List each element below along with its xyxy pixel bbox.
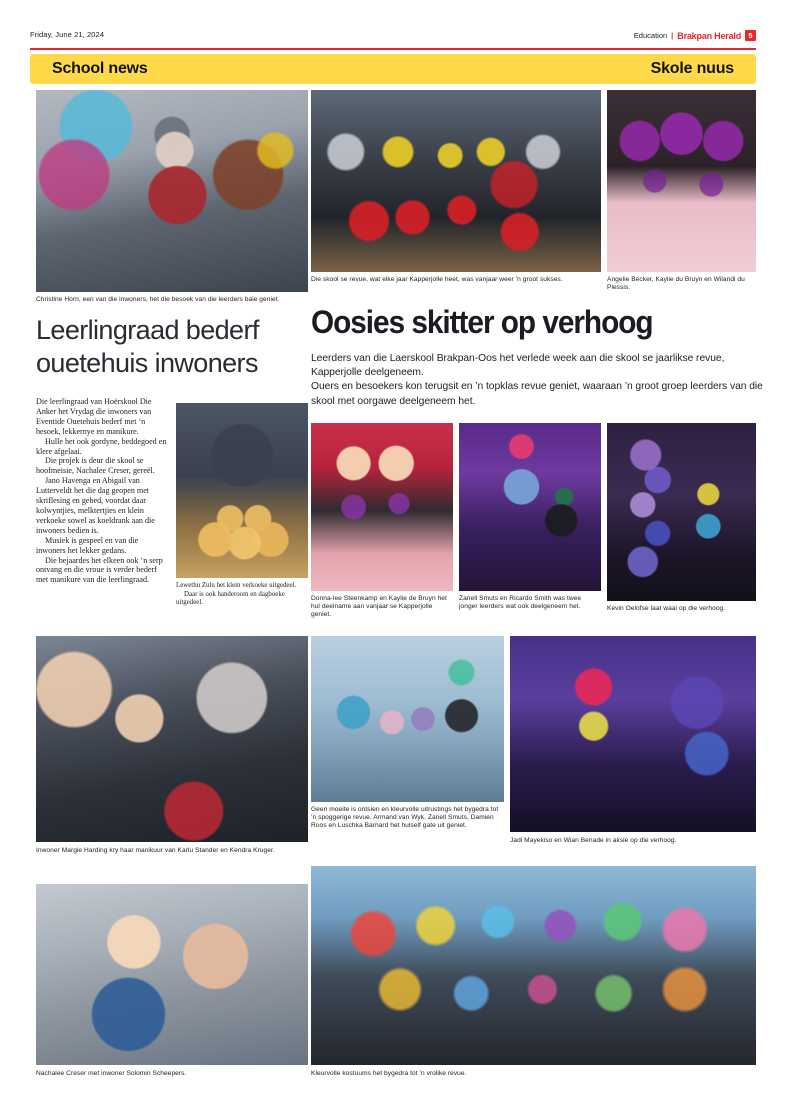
masthead-date: Friday, June 21, 2024 — [30, 30, 105, 39]
photo-image — [607, 90, 756, 272]
photo-kevin-oelofse — [607, 423, 756, 601]
photo-image — [607, 423, 756, 601]
banner-title-afrikaans: Skole nuus — [650, 60, 734, 77]
caption-kevin-oelofse: Kevin Oelofse laat waai op die verhoog. — [607, 605, 726, 612]
section-banner — [30, 54, 756, 84]
photo-image — [311, 636, 504, 802]
photo-image — [36, 90, 308, 292]
masthead-brand-title: Brakpan Herald — [677, 30, 741, 41]
masthead-divider: | — [671, 30, 674, 40]
caption-line: Daar is ook handeroom en dagboeke uitgedeel. — [176, 590, 285, 607]
photo-donna-lee-kaylie — [311, 423, 453, 591]
right-story-headline: Oosies skitter op verhoog — [311, 304, 653, 340]
body-paragraph: Die projek is deur die skool se hoofmeisie, Nachalee Creser, gereël. — [36, 456, 155, 476]
caption-donna-lee-kaylie: Donna-lee Steenkamp en Kaylie de Bruyn het hul deelname aan vanjaar se Kapperjolle geniet. — [311, 595, 447, 619]
caption-nachalee-solomin: Nachalee Creser met inwoner Solomin Scheepers. — [36, 1070, 187, 1077]
photo-school-revue-group — [311, 90, 601, 272]
photo-masked-girls — [607, 90, 756, 272]
photo-image — [311, 423, 453, 591]
caption-margie-harding-manicure: Inwoner Margie Harding kry haar manikuur van Karlu Stander en Kendra Kruger. — [36, 847, 275, 854]
body-paragraph: Die leerlingraad van Hoërskool Die Anker het Vrydag die inwoners van Eventide Ouetehuis bederf met ‘n besoek, lekkernye en manikure. — [36, 397, 152, 436]
photo-image — [311, 90, 601, 272]
caption-colourful-outfits: Geen moeite is ontsien en kleurvolle uitrustings het bygedra tot ’n spoggerige revue. Armand van Wyk, Zanell Smuts, Damien Roos en Luschka Barnard het hulself gate uit geniet. — [311, 806, 499, 830]
photo-lewethu-zulu-cakes — [176, 403, 308, 578]
masthead-brand-group — [634, 30, 756, 41]
body-paragraph: Hulle het ook gordyne, beddegoed en klere afgelaai. — [36, 436, 167, 456]
photo-image — [36, 636, 308, 842]
photo-nachalee-solomin — [36, 884, 308, 1065]
photo-kleurvolle-kostuums — [311, 866, 756, 1065]
photo-image — [510, 636, 756, 832]
standfirst-line-2: Ouers en besoekers kon terugsit en ’n topklas revue geniet, waaraan ’n groot groep leerders van die skool met oorgawe deelgeneem het. — [311, 381, 763, 407]
right-story-standfirst — [311, 352, 763, 409]
caption-line: Lewethu Zulu het klein verkoeke uitgedeel. — [176, 582, 297, 589]
page-number-badge: 5 — [745, 30, 756, 41]
masthead-section-label: Education — [633, 30, 668, 40]
photo-image — [176, 403, 308, 578]
body-paragraph: Die bejaardes het elkeen ook ‘n serp ontvang en die vroue is verder bederf met manikure van die leerlingraad. — [36, 555, 163, 585]
caption-school-revue-group: Die skool se revue, wat elke jaar Kapperjolle heet, was vanjaar weer ’n groot sukses. — [311, 276, 563, 283]
photo-image — [36, 884, 308, 1065]
photo-christine-horn — [36, 90, 308, 292]
photo-image — [311, 866, 756, 1065]
masthead — [30, 30, 756, 50]
photo-margie-harding-manicure — [36, 636, 308, 842]
photo-colourful-outfits — [311, 636, 504, 802]
caption-jadi-wian: Jadi Mayekiso en Wian Benade in aksie op die verhoog. — [510, 837, 677, 844]
standfirst-line-1: Leerders van die Laerskool Brakpan-Oos het verlede week aan die skool se jaarlikse revue, Kapperjolle deelgeneem. — [311, 353, 725, 379]
caption-zanell-ricardo: Zanell Smuts en Ricardo Smith was twee jonger leerders wat ook deelgeneem het. — [459, 595, 582, 611]
caption-masked-girls: Angelie Becker, Kaylie du Bruyn en Wilandi du Plessis. — [607, 276, 745, 292]
body-paragraph: Musiek is gespeel en van die inwoners het lekker gedans. — [36, 535, 139, 555]
photo-image — [459, 423, 601, 591]
photo-zanell-ricardo — [459, 423, 601, 591]
body-paragraph: Jano Havenga en Abigail van Lutterveldt het die dag geopen met skriflesing en gebed, voordat daar kolwyntjies, melktertjies en klein verkoeke sowel as koeldrank aan die inwoners bedien is. — [36, 476, 155, 535]
photo-jadi-wian — [510, 636, 756, 832]
left-story-body — [36, 397, 168, 585]
left-story-headline: Leerlingraad bederf ouetehuis inwoners — [36, 315, 259, 378]
caption-christine-horn: Christine Horn, een van die inwoners, het die besoek van die leerders baie geniet. — [36, 296, 280, 303]
banner-title-english: School news — [52, 60, 148, 77]
caption-kleurvolle-kostuums: Kleurvolle kostuums het bygedra tot ’n vrolike revue. — [311, 1070, 467, 1077]
caption-lewethu-zulu-cakes — [176, 582, 308, 608]
